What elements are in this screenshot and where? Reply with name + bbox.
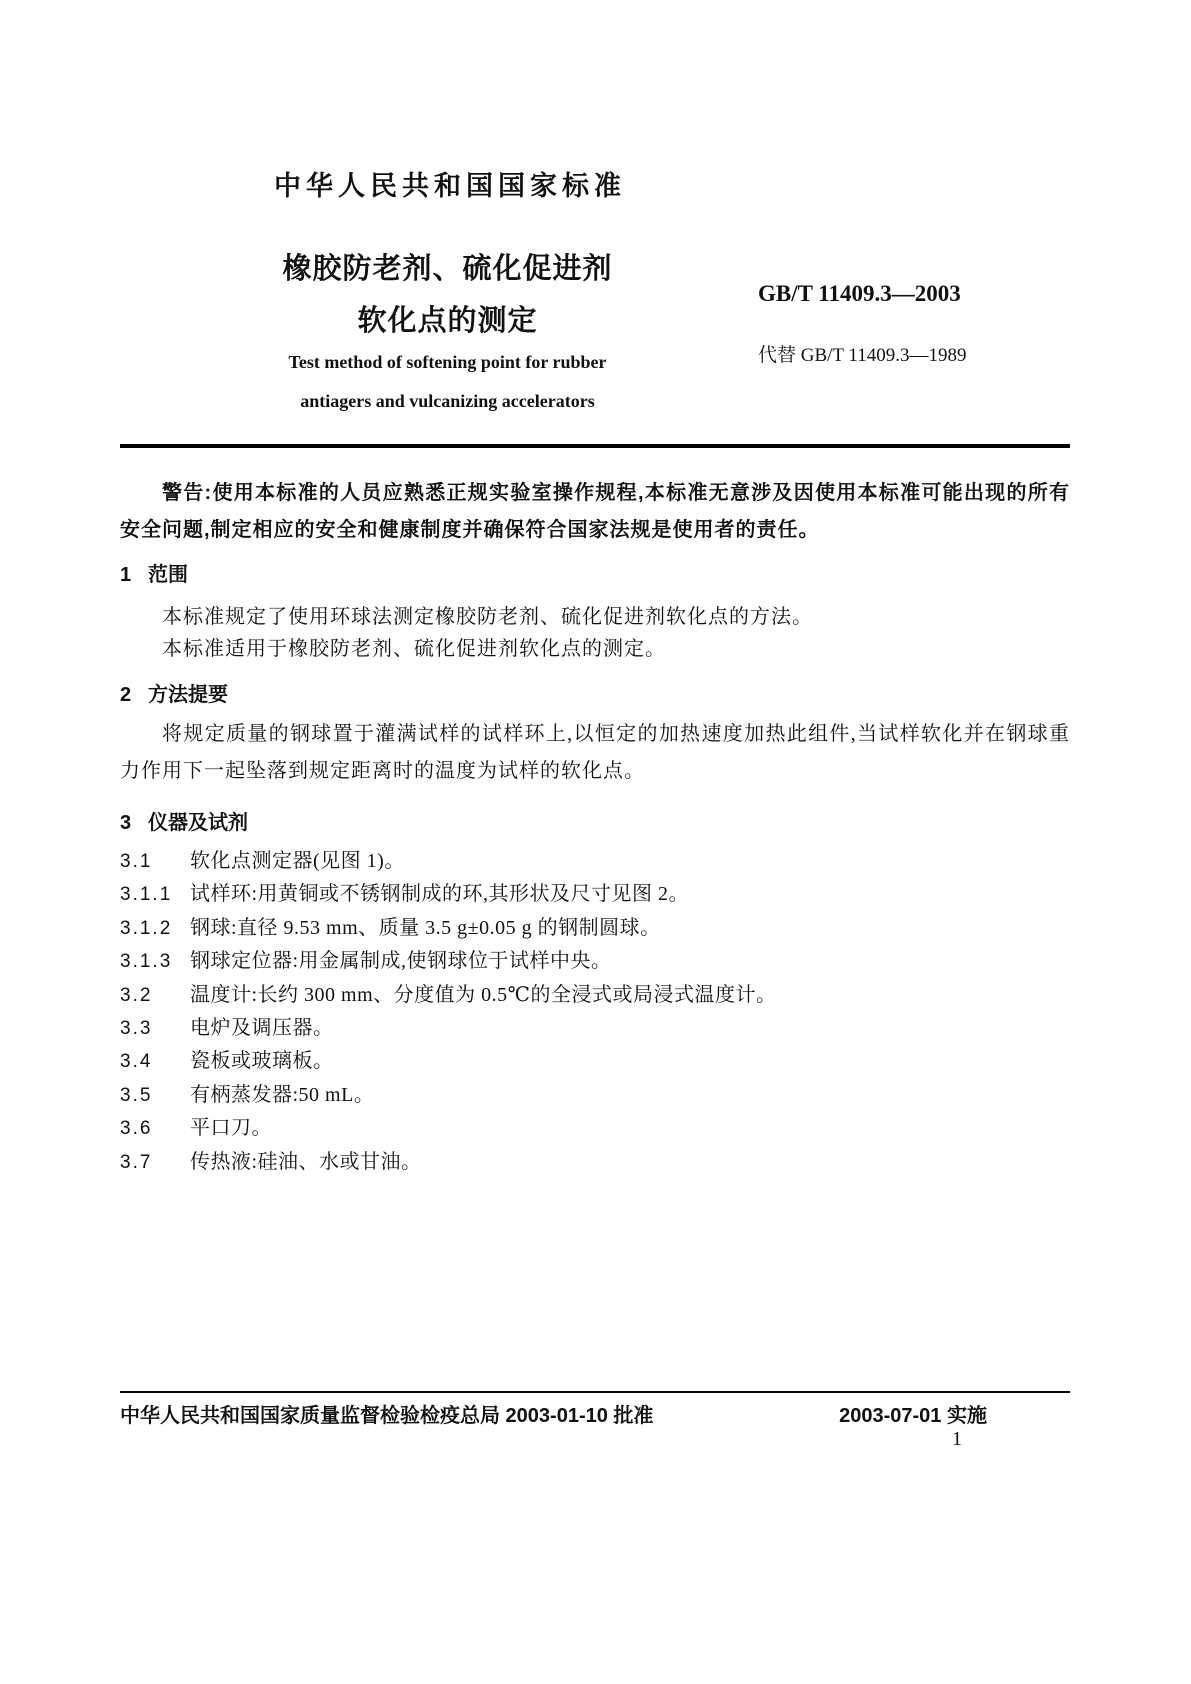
clause-text: 温度计:长约 300 mm、分度值为 0.5℃的全浸式或局浸式温度计。 [190,983,777,1006]
clause-number: 3.1.1 [120,884,173,906]
clause-row [120,1045,1070,1078]
header-divider-rule [120,444,1070,448]
clause-number: 3.2 [120,984,153,1006]
implementation-date-text: 2003-07-01 实施 [839,1405,987,1427]
clause-number: 3.1.2 [120,917,173,939]
section-2-title: 方法提要 [148,684,228,706]
standard-code: GB/T 11409.3—2003 [758,281,961,306]
section-2-heading [120,678,228,707]
clause-text: 电炉及调压器。 [190,1016,334,1039]
clause-list [120,845,1070,1179]
clause-text: 试样环:用黄铜或不锈钢制成的环,其形状及尺寸见图 2。 [190,883,690,906]
clause-number: 3.1.3 [120,951,173,973]
page-number: 1 [952,1428,962,1450]
clause-row [120,845,1070,878]
clause-row [120,912,1070,945]
section-1-paragraph-2: 本标准适用于橡胶防老剂、硫化促进剂软化点的测定。 [162,638,666,660]
clause-number: 3.3 [120,1017,153,1039]
clause-text: 有柄蒸发器:50 mL。 [190,1083,375,1106]
clause-text: 钢球:直径 9.53 mm、质量 3.5 g±0.05 g 的钢制圆球。 [190,916,661,939]
section-1-title: 范围 [148,564,188,586]
section-2-paragraph-1: 将规定质量的钢球置于灌满试样的试样环上,以恒定的加热速度加热此组件,当试样软化并在钢球重力作用下一起坠落到规定距离时的温度为试样的软化点。 [120,723,1070,782]
document-title-cn-line1: 橡胶防老剂、硫化促进剂 [282,253,613,285]
clause-row [120,1012,1070,1045]
section-3-number: 3 [120,812,132,834]
clause-row [120,945,1070,978]
clause-number: 3.7 [120,1151,153,1173]
clause-text: 钢球定位器:用金属制成,使钢球位于试样中央。 [190,950,612,973]
clause-row [120,878,1070,911]
warning-paragraph: 警告:使用本标准的人员应熟悉正规实验室操作规程,本标准无意涉及因使用本标准可能出现的所有安全问题,制定相应的安全和健康制度并确保符合国家法规是使用者的责任。 [120,482,1070,541]
section-1-paragraph-1: 本标准规定了使用环球法测定橡胶防老剂、硫化促进剂软化点的方法。 [162,606,813,628]
clause-text: 平口刀。 [190,1117,272,1140]
clause-number: 3.1 [120,851,153,872]
clause-number: 3.4 [120,1051,153,1073]
clause-number: 3.6 [120,1118,153,1140]
section-3-heading [120,806,248,835]
clause-text: 瓷板或玻璃板。 [190,1050,334,1073]
clause-row [120,1146,1070,1179]
clause-text: 软化点测定器(见图 1)。 [190,850,405,872]
approval-authority-text: 中华人民共和国国家质量监督检验检疫总局 2003-01-10 批准 [120,1405,654,1427]
section-3-title: 仪器及试剂 [148,812,248,834]
document-title-en-line2: antiagers and vulcanizing accelerators [300,391,595,411]
document-title-en-line1: Test method of softening point for rubber [288,352,607,372]
clause-row [120,979,1070,1012]
footer [120,1399,1070,1428]
replaces-note: 代替 GB/T 11409.3—1989 [758,345,967,366]
clause-row [120,1079,1070,1112]
clause-row [120,1112,1070,1145]
footer-divider-rule [120,1391,1070,1393]
section-2-number: 2 [120,684,132,706]
section-1-heading [120,558,188,587]
section-1-number: 1 [120,564,132,586]
document-title-cn-line2: 软化点的测定 [357,305,538,337]
clause-text: 传热液:硅油、水或甘油。 [190,1150,422,1173]
clause-number: 3.5 [120,1084,153,1106]
national-standard-label: 中华人民共和国国家标准 [274,171,626,201]
